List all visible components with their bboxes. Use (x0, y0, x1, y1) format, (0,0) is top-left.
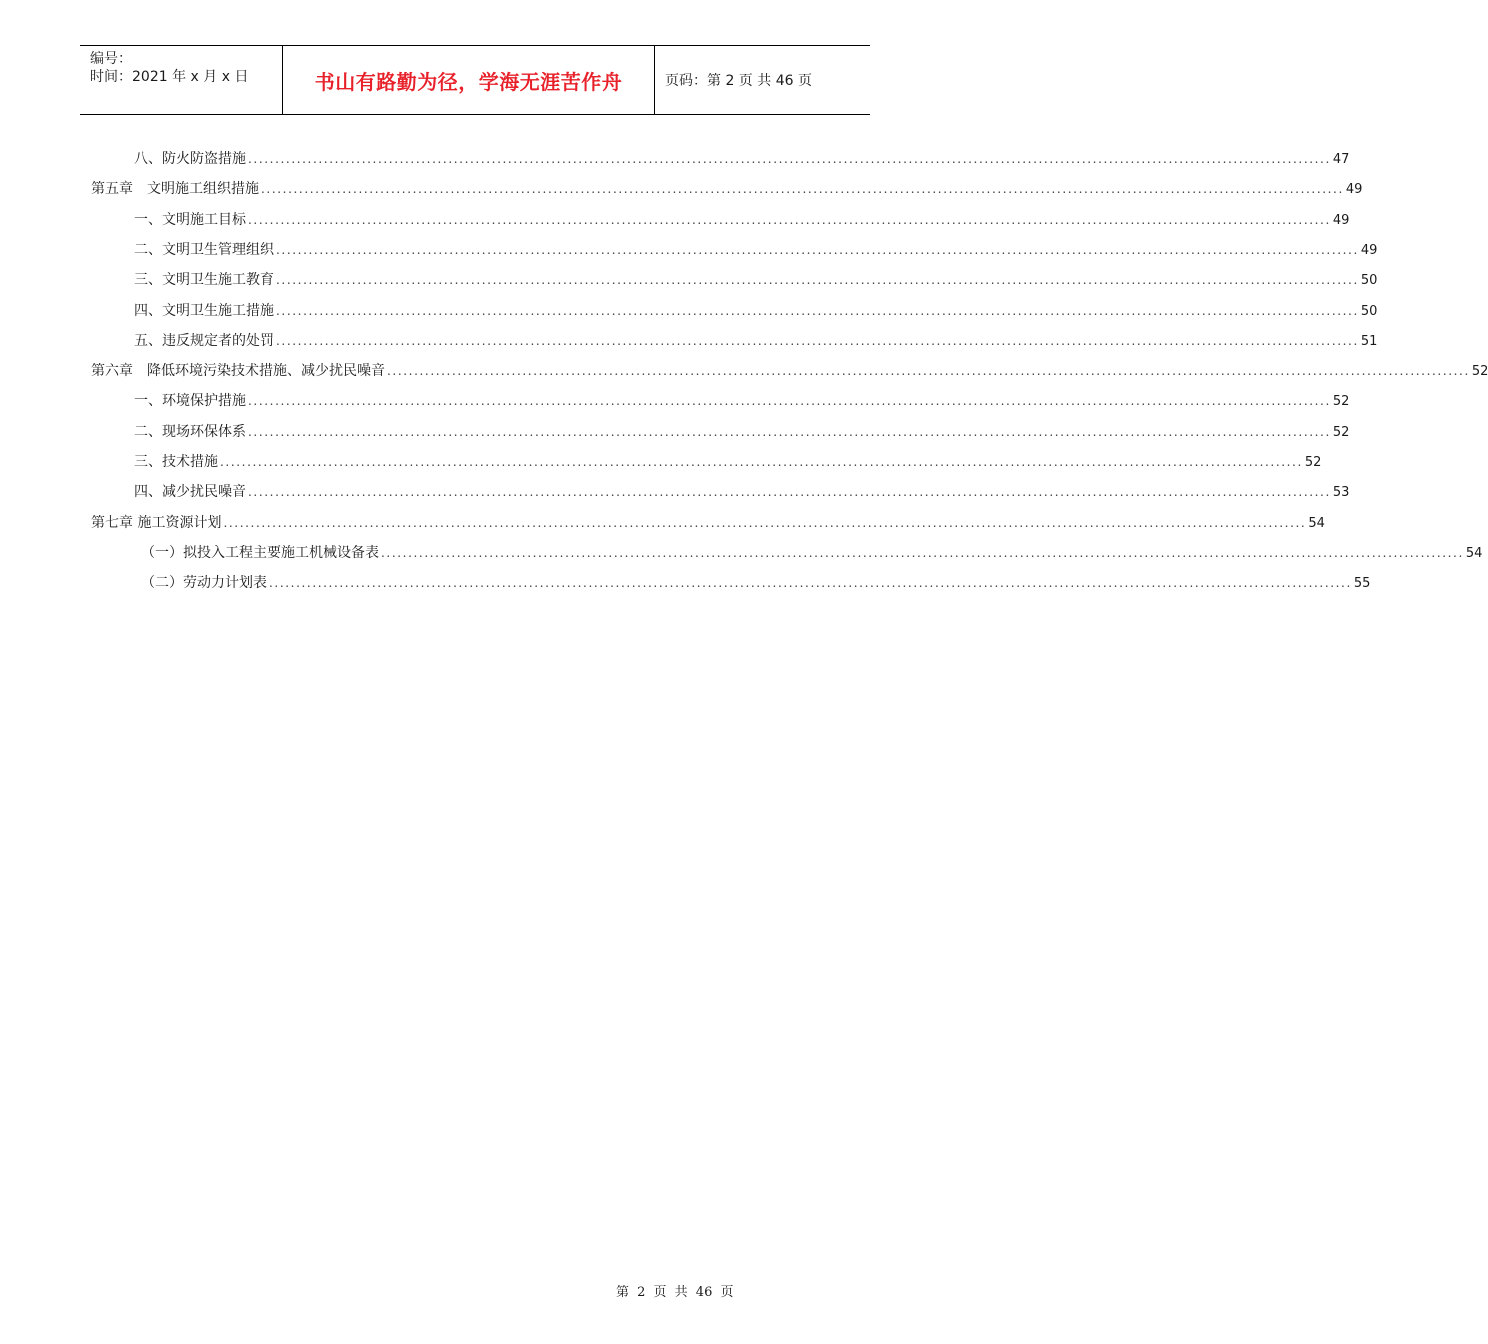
header-page-label: 页码：第 2 页 共 46 页 (665, 73, 812, 89)
toc-entry-page: 54 (1308, 515, 1325, 531)
toc-dot-leader: ........................................................................................................................................................................................................ (248, 485, 1331, 500)
toc-entry-page: 50 (1360, 303, 1378, 319)
toc-dot-leader: ........................................................................................................................................................................................................ (248, 394, 1331, 409)
toc-dot-leader: ........................................................................................................................................................................................................ (223, 515, 1307, 530)
toc-entry[interactable] (134, 481, 1350, 503)
toc-dot-leader: ........................................................................................................................................................................................................ (276, 242, 1359, 257)
toc-entry[interactable] (91, 360, 1488, 382)
toc-entry[interactable] (91, 178, 1363, 200)
toc-entry[interactable] (134, 269, 1378, 291)
toc-entry-title: 三、技术措施 (134, 454, 218, 470)
toc-dot-leader: ........................................................................................................................................................................................................ (269, 576, 1352, 591)
toc-entry[interactable] (134, 209, 1350, 231)
toc-entry-page: 52 (1332, 394, 1350, 410)
time-label: 时间：2021 年 x 月 x 日 (90, 69, 249, 85)
toc-entry-page: 49 (1360, 242, 1378, 258)
toc-entry-page: 52 (1332, 424, 1350, 440)
toc-entry-page: 47 (1332, 152, 1350, 167)
toc-entry[interactable] (134, 451, 1322, 473)
toc-entry-title: （二）劳动力计划表 (141, 575, 267, 592)
toc-entry-title: 第七章 施工资源计划 (91, 514, 222, 531)
toc-entry-title: 二、现场环保体系 (134, 423, 246, 440)
toc-dot-leader: ........................................................................................................................................................................................................ (381, 545, 1464, 560)
toc-entry-title: 五、违反规定者的处罚 (134, 332, 274, 349)
toc-entry-title: 一、文明施工目标 (134, 211, 246, 228)
toc-entry-title: 八、防火防盗措施 (134, 151, 246, 167)
toc-dot-leader: ........................................................................................................................................................................................................ (248, 424, 1331, 439)
toc-dot-leader: ........................................................................................................................................................................................................ (387, 364, 1470, 379)
toc-entry-title: 第六章 降低环境污染技术措施、减少扰民噪音 (91, 363, 385, 380)
toc-dot-leader: ........................................................................................................................................................................................................ (276, 303, 1359, 318)
toc-entry-page: 49 (1332, 212, 1350, 228)
toc-entry[interactable] (134, 300, 1378, 322)
toc-entry[interactable] (134, 330, 1378, 352)
toc-entry[interactable] (134, 239, 1378, 261)
toc-entry-page: 51 (1360, 333, 1378, 349)
toc-entry-title: 四、减少扰民噪音 (134, 484, 246, 501)
toc-entry-page: 49 (1345, 182, 1363, 198)
toc-entry[interactable] (91, 512, 1325, 534)
toc-dot-leader: ........................................................................................................................................................................................................ (248, 212, 1331, 227)
toc-entry[interactable] (141, 572, 1371, 594)
toc-entry[interactable] (134, 148, 1350, 170)
toc-entry-title: （一）拟投入工程主要施工机械设备表 (141, 544, 379, 561)
toc-entry[interactable] (134, 421, 1350, 443)
toc-entry-page: 55 (1353, 576, 1371, 592)
toc-dot-leader: ........................................................................................................................................................................................................ (276, 333, 1359, 348)
toc-dot-leader: ........................................................................................................................................................................................................ (248, 152, 1331, 166)
toc-entry-title: 第五章 文明施工组织措施 (91, 181, 259, 198)
toc-dot-leader: ........................................................................................................................................................................................................ (220, 455, 1303, 469)
toc-entry[interactable] (134, 390, 1350, 412)
toc-dot-leader: ........................................................................................................................................................................................................ (261, 182, 1344, 197)
page-header (80, 45, 870, 115)
toc-entry-title: 一、环境保护措施 (134, 393, 246, 410)
toc-entry-page: 54 (1465, 545, 1483, 561)
toc-dot-leader: ........................................................................................................................................................................................................ (276, 273, 1359, 288)
toc-entry-page: 50 (1360, 273, 1378, 289)
toc-entry-page: 52 (1304, 455, 1322, 470)
toc-entry-title: 二、文明卫生管理组织 (134, 241, 274, 258)
header-meta (80, 46, 282, 114)
header-motto: 书山有路勤为径，学海无涯苦作舟 (282, 46, 655, 114)
toc-entry-page: 52 (1471, 364, 1488, 380)
footer-page-number: 第 2 页 共 46 页 (616, 1285, 734, 1300)
code-label: 编号： (90, 51, 132, 67)
toc-entry-title: 四、文明卫生施工措施 (134, 302, 274, 319)
toc-entry-page: 53 (1332, 485, 1350, 501)
toc-entry[interactable] (141, 542, 1483, 564)
toc-entry-title: 三、文明卫生施工教育 (134, 272, 274, 289)
